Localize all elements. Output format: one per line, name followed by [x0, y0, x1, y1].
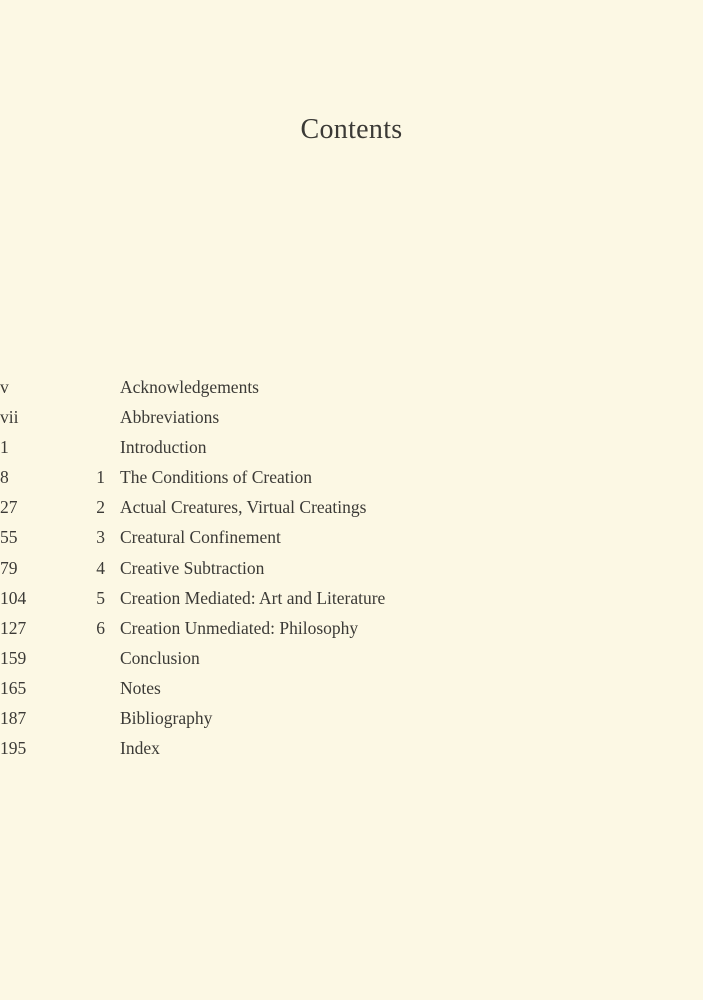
page-number: 187	[0, 708, 27, 729]
page-number: 1	[0, 437, 9, 458]
page-number: 27	[0, 497, 18, 518]
toc-entry	[0, 404, 703, 434]
page-number: 195	[0, 738, 27, 759]
toc-entry	[0, 374, 703, 404]
toc-entry	[0, 615, 703, 645]
entry-title: Creative Subtraction	[120, 557, 265, 578]
entry-title: Creatural Confinement	[120, 527, 281, 548]
toc-entry	[0, 555, 703, 585]
chapter-number: 5	[96, 587, 105, 608]
table-of-contents	[0, 374, 703, 765]
page-number: 79	[0, 557, 18, 578]
page-number: 55	[0, 527, 18, 548]
toc-entry	[0, 705, 703, 735]
entry-title: Actual Creatures, Virtual Creatings	[120, 497, 367, 518]
toc-entry	[0, 434, 703, 464]
page-number: 8	[0, 467, 9, 488]
page-number: 127	[0, 617, 27, 638]
toc-entry	[0, 735, 703, 765]
toc-entry	[0, 524, 703, 554]
entry-title: Bibliography	[120, 708, 213, 729]
toc-entry	[0, 494, 703, 524]
page-number: vii	[0, 407, 19, 428]
entry-title: Creation Mediated: Art and Literature	[120, 587, 386, 608]
entry-title: Introduction	[120, 437, 207, 458]
chapter-number: 3	[96, 527, 105, 548]
entry-title: Creation Unmediated: Philosophy	[120, 617, 359, 638]
page-title: Contents	[300, 114, 403, 145]
page-number: 159	[0, 647, 27, 668]
chapter-number: 4	[96, 557, 105, 578]
entry-title: Conclusion	[120, 647, 200, 668]
chapter-number: 1	[96, 467, 105, 488]
chapter-number: 6	[96, 617, 105, 638]
toc-entry	[0, 675, 703, 705]
page-number: 165	[0, 677, 27, 698]
entry-title: Index	[120, 738, 160, 759]
entry-title: Acknowledgements	[120, 377, 259, 397]
page-number: 104	[0, 587, 27, 608]
chapter-number: 2	[96, 497, 105, 518]
entry-title: Abbreviations	[120, 407, 220, 428]
toc-entry	[0, 585, 703, 615]
toc-entry	[0, 645, 703, 675]
page-number: v	[0, 377, 9, 397]
entry-title: Notes	[120, 677, 161, 698]
toc-entry	[0, 464, 703, 494]
entry-title: The Conditions of Creation	[120, 467, 312, 488]
